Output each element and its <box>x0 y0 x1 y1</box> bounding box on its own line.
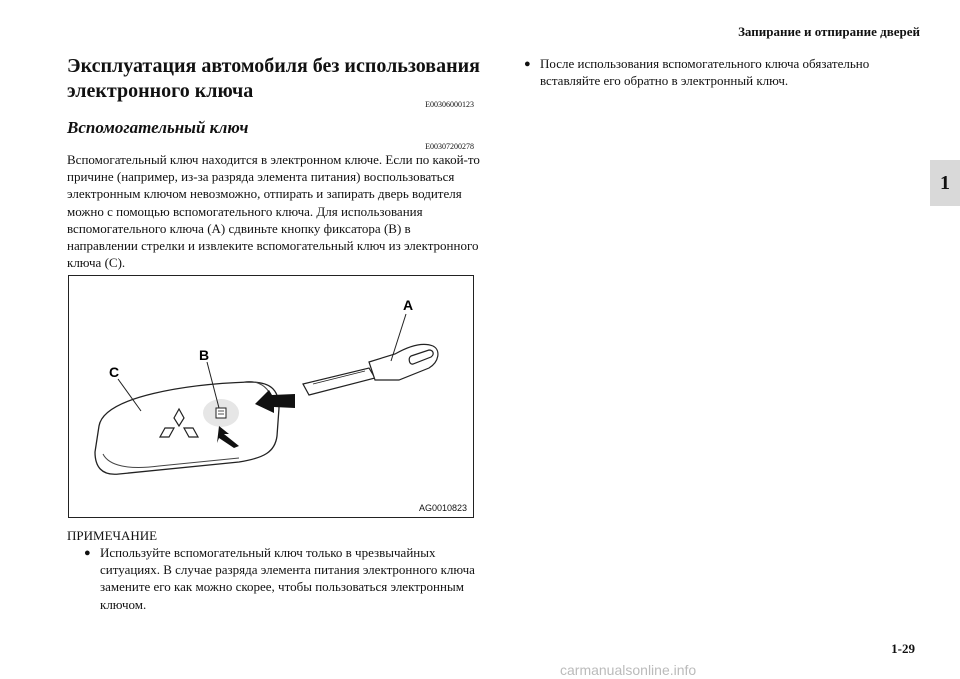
key-drawing <box>69 276 473 517</box>
right-list-item-text: После использования вспомогательного ключа обязательно вставляйте его обратно в электронный ключ. <box>540 56 870 89</box>
note-list <box>84 544 480 613</box>
note-item <box>84 544 480 613</box>
key-illustration <box>68 275 474 518</box>
note-item-text: Используйте вспомогательный ключ только в чрезвычайных ситуациях. В случае разряда элемента питания электронного ключа замените его как можно скорее, чтобы пользоваться электронным ключом. <box>100 545 475 612</box>
section-code: E00306000123 <box>425 100 474 109</box>
running-header: Запирание и отпирание дверей <box>738 24 920 39</box>
note-title: ПРИМЕЧАНИЕ <box>67 528 158 543</box>
bullet-icon: ● <box>84 547 91 559</box>
figure-code: AG0010823 <box>418 503 467 513</box>
subsection-title: Вспомогательный ключ <box>67 118 249 137</box>
section-title: Эксплуатация автомобиля без использования электронного ключа <box>67 55 480 102</box>
right-list-item <box>524 55 914 89</box>
section-tab: 1 <box>930 160 960 206</box>
subsection-code: E00307200278 <box>425 142 474 151</box>
bullet-icon: ● <box>524 58 531 70</box>
watermark: carmanualsonline.info <box>560 662 697 678</box>
label-b: B <box>199 347 210 363</box>
auxiliary-key <box>303 344 438 395</box>
right-column-list <box>524 55 914 89</box>
page-number: 1-29 <box>891 641 915 656</box>
label-c: C <box>109 364 120 380</box>
subsection-body: Вспомогательный ключ находится в электронном ключе. Если по какой-то причине (например, из-за разряда элемента питания) воспользоваться электронным ключом невозможно, отпирать и запирать дверь водителя можно с помощью вспомогательного ключа. Для использования вспомогательного ключа (A) сдвиньте кнопку фиксатора (B) в направлении стрелки и извлеките вспомогательный ключ из электронного ключа (C). <box>67 152 480 271</box>
label-a: A <box>403 297 414 313</box>
